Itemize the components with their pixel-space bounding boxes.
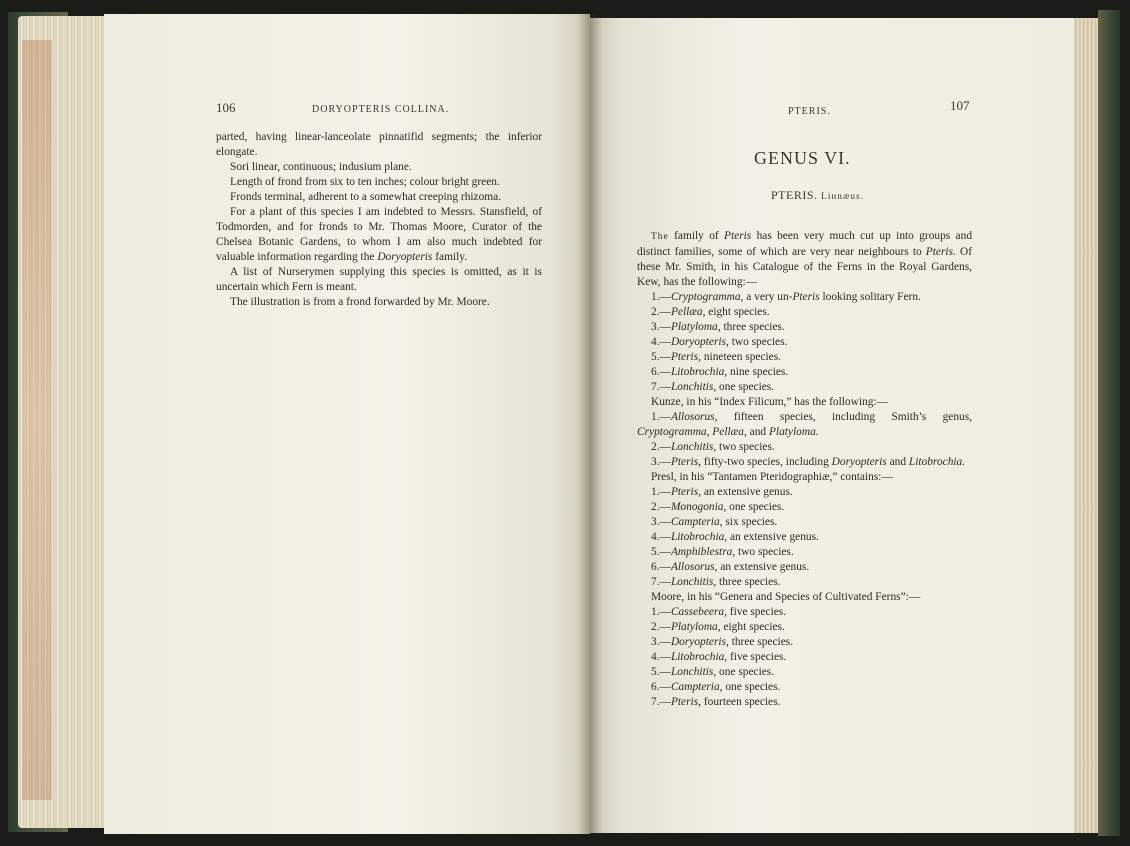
text-run: Sori linear, continuous; indusium plane. (230, 161, 412, 173)
text-run: 2.— (651, 501, 671, 513)
right_page-paragraph (637, 500, 972, 515)
left_page-paragraph (216, 130, 542, 160)
italic-text: Platyloma. (768, 426, 819, 438)
text-run: family of (668, 230, 725, 242)
right_page-paragraph (637, 320, 972, 335)
right_page-paragraph (637, 290, 972, 305)
text-run: two species. (728, 336, 788, 348)
italic-text: Cryptogramma, Pellæa, (637, 426, 747, 438)
italic-text: Lonchitis, (670, 576, 717, 588)
left_page-paragraph (216, 265, 542, 295)
left_page-paragraph (216, 160, 542, 175)
text-run: fifteen species, including Smith’s genus, (717, 411, 972, 423)
italic-text: Monogonia, (670, 501, 727, 513)
text-run: one species. (716, 666, 775, 678)
text-run: 6.— (651, 561, 671, 573)
text-run: 4.— (651, 531, 671, 543)
text-run: 3.— (651, 321, 671, 333)
text-run: Kunze, in his “Index Filicum,” has the following:— (651, 396, 888, 408)
italic-text: Allosorus, (670, 411, 718, 423)
italic-text: Pteris, (670, 486, 701, 498)
italic-text: Doryopteris (377, 251, 433, 263)
text-run: 6.— (651, 366, 671, 378)
text-run: For a plant of this species I am indebted to Messrs. Stansfield, of Todmorden, and for fronds to Mr. Thomas Moore, Curator of the Chelsea Botanic Gardens, to whom I am also much indebted for valuable information regarding the (216, 206, 542, 263)
text-run: one species. (722, 681, 781, 693)
text-run: 3.— (651, 636, 671, 648)
italic-text: Lonchitis, (670, 381, 717, 393)
left_page-paragraph (216, 205, 542, 265)
right_page-paragraph (637, 410, 972, 440)
text-run: six species. (722, 516, 778, 528)
italic-text: Litobrochia. (908, 456, 966, 468)
right_page-paragraph (637, 575, 972, 590)
text-run: has been very much cut up into groups and distinct families, some of which are very near neighbours to (637, 230, 973, 258)
right_page-paragraph (637, 485, 972, 500)
text-run: two species. (716, 441, 775, 453)
right_page-paragraph (637, 635, 972, 650)
right_page-paragraph (637, 229, 972, 290)
text-run: 1.— (651, 606, 671, 618)
italic-text: Doryopteris, (670, 336, 729, 348)
text-run: 3.— (651, 456, 671, 468)
italic-text: Allosorus, (670, 561, 718, 573)
text-run: Fronds terminal, adherent to a somewhat creeping rhizoma. (230, 191, 502, 203)
text-run: 5.— (651, 351, 671, 363)
text-run: 2.— (651, 306, 671, 318)
right_page-paragraph (637, 455, 972, 470)
book-gutter (578, 14, 602, 834)
right-page-number: 107 (950, 98, 970, 113)
italic-text: Doryopteris, (670, 636, 729, 648)
text-run: parted, having linear-lanceolate pinnatifid segments; the inferior elongate. (216, 131, 542, 158)
text-run: 7.— (651, 381, 671, 393)
text-run: fifty-two species, including (701, 456, 832, 468)
italic-text: Cryptogramma, (670, 291, 744, 303)
text-run: A list of Nurserymen supplying this species is omitted, as it is uncertain which Fern is meant. (216, 266, 542, 293)
text-run: 5.— (651, 546, 671, 558)
page-edge-stain (22, 40, 52, 800)
text-run: nine species. (727, 366, 789, 378)
text-run: a very un- (743, 291, 793, 303)
right_page-paragraph (637, 335, 972, 350)
text-run: eight species. (720, 621, 785, 633)
right_page-paragraph (637, 545, 972, 560)
section-title-author: Linnæus. (821, 192, 865, 202)
text-run: one species. (726, 501, 785, 513)
text-run: 5.— (651, 666, 671, 678)
right_page-paragraph (637, 395, 972, 410)
left_page-paragraph (216, 175, 542, 190)
italic-text: Litobrochia, (670, 651, 728, 663)
text-run: 7.— (651, 696, 671, 708)
text-run: 2.— (651, 441, 671, 453)
italic-text: Pteris. (925, 246, 956, 258)
italic-text: Lonchitis, (670, 666, 717, 678)
right_page-paragraph (637, 530, 972, 545)
right_page-paragraph (637, 440, 972, 455)
text-run: Moore, in his “Genera and Species of Cultivated Ferns”:— (651, 591, 921, 603)
text-run: family. (432, 251, 468, 263)
right_page-paragraph (637, 470, 972, 485)
text-run: nineteen species. (701, 351, 782, 363)
right_page-paragraph (637, 695, 972, 710)
text-run: 7.— (651, 576, 671, 588)
text-run: one species. (716, 381, 775, 393)
italic-text: Pellæa, (670, 306, 706, 318)
right_page-paragraph (637, 365, 972, 380)
text-run: 1.— (651, 291, 671, 303)
text-run: 3.— (651, 516, 671, 528)
text-run: three species. (728, 636, 794, 648)
italic-text: Platyloma, (670, 321, 721, 333)
right_page-paragraph (637, 650, 972, 665)
text-run: and (746, 426, 769, 438)
italic-text: Pteris, (670, 351, 701, 363)
right_page-paragraph (637, 350, 972, 365)
text-run: 4.— (651, 336, 671, 348)
text-run: 6.— (651, 681, 671, 693)
left_page-paragraph (216, 190, 542, 205)
text-run: two species. (735, 546, 794, 558)
right_page-paragraph (637, 605, 972, 620)
text-run: three species. (720, 321, 785, 333)
right_page-paragraph (637, 665, 972, 680)
italic-text: Doryopteris (831, 456, 887, 468)
text-run: looking solitary Fern. (819, 291, 921, 303)
italic-text: Litobrochia, (670, 531, 728, 543)
text-run: five species. (727, 651, 787, 663)
text-run: Presl, in his “Tantamen Pteridographiæ,” contains:— (651, 471, 893, 483)
text-run: an extensive genus. (727, 531, 819, 543)
italic-text: Pteris, (670, 456, 701, 468)
italic-text: Campteria, (670, 516, 723, 528)
text-run: 2.— (651, 621, 671, 633)
right-running-head: PTERIS. (788, 106, 831, 117)
right-cover (1098, 10, 1120, 836)
section-title (771, 188, 864, 203)
text-run: five species. (726, 606, 787, 618)
italic-text: Amphiblestra, (670, 546, 736, 558)
text-run: Of these Mr. Smith, in his Catalogue of the Ferns in the Royal Gardens, Kew, has the following:— (637, 246, 972, 288)
text-run: an extensive genus. (717, 561, 810, 573)
right_page-paragraph (637, 590, 972, 605)
right-page-body (637, 229, 972, 710)
italic-text: Platyloma, (670, 621, 721, 633)
text-run: 1.— (651, 486, 671, 498)
text-run: an extensive genus. (701, 486, 793, 498)
left-page-number: 106 (216, 100, 236, 115)
italic-text: Cassebeera, (670, 606, 727, 618)
right_page-paragraph (637, 305, 972, 320)
text-run: The illustration is from a frond forwarded by Mr. Moore. (230, 296, 490, 308)
left_page-paragraph (216, 295, 542, 310)
left-page-body (216, 130, 542, 310)
right_page-paragraph (637, 380, 972, 395)
right_page-paragraph (637, 560, 972, 575)
section-title-name: PTERIS. (771, 188, 818, 202)
text-run: eight species. (705, 306, 770, 318)
text-run: 4.— (651, 651, 671, 663)
text-run: 1.— (651, 411, 671, 423)
italic-text: Litobrochia, (670, 366, 728, 378)
left-running-head: DORYOPTERIS COLLINA. (312, 104, 450, 115)
text-run: Length of frond from six to ten inches; colour bright green. (230, 176, 500, 188)
italic-text: Pteris (724, 230, 752, 242)
text-run: and (886, 456, 909, 468)
italic-text: Campteria, (670, 681, 723, 693)
genus-heading: GENUS VI. (754, 148, 851, 168)
italic-text: Pteris (792, 291, 820, 303)
right_page-paragraph (637, 515, 972, 530)
right_page-paragraph (637, 620, 972, 635)
right_page-paragraph (637, 680, 972, 695)
text-run: three species. (716, 576, 781, 588)
text-run: The (651, 232, 669, 242)
italic-text: Lonchitis, (670, 441, 717, 453)
italic-text: Pteris, (670, 696, 701, 708)
text-run: fourteen species. (701, 696, 781, 708)
